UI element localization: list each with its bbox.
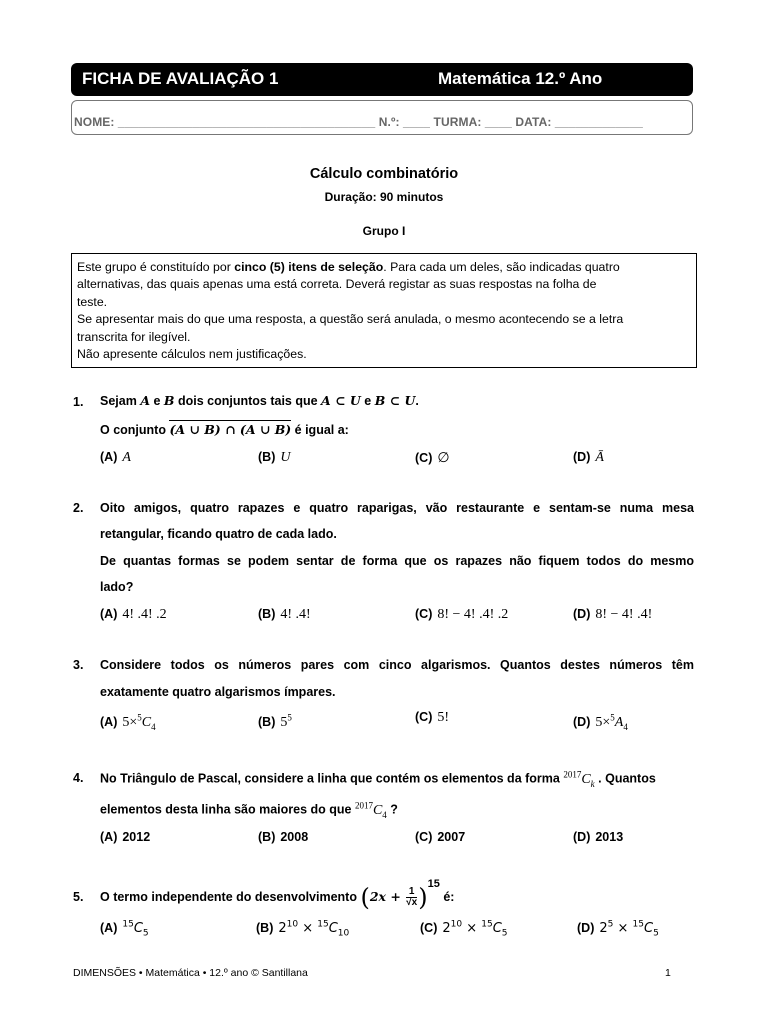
instructions-text: Este grupo é constituído por xyxy=(77,260,235,274)
option-c[interactable] xyxy=(415,830,465,844)
subject-title: Matemática 12.º Ano xyxy=(438,69,603,88)
option-c[interactable] xyxy=(415,710,449,726)
math-expression: A ⊂ U xyxy=(321,393,361,408)
option-value: Ā xyxy=(595,450,604,465)
subscript: 5 xyxy=(653,928,659,939)
subscript: 5 xyxy=(142,928,149,939)
math-operator: × xyxy=(462,921,482,937)
math-operator: × xyxy=(613,921,633,937)
text-span: e xyxy=(360,394,375,408)
question-text: retangular, ficando quatro de cada lado. xyxy=(100,527,337,541)
text-span: ? xyxy=(386,802,398,817)
option-value xyxy=(599,920,659,939)
option-value xyxy=(122,712,156,732)
option-a[interactable] xyxy=(100,712,156,731)
page-number: 1 xyxy=(665,967,671,979)
option-d[interactable] xyxy=(573,830,623,844)
option-value: 4! .4! xyxy=(280,607,311,622)
math-expression: (A ∪ B) xyxy=(239,422,292,437)
option-value: 2013 xyxy=(595,830,624,844)
option-b[interactable] xyxy=(258,607,311,623)
paren-close: ) xyxy=(418,883,428,912)
option-b[interactable] xyxy=(258,450,290,466)
option-value xyxy=(122,920,149,939)
math-text: 5× xyxy=(595,714,611,730)
option-a[interactable] xyxy=(100,607,167,623)
student-info-box xyxy=(71,100,693,135)
binomial-expression xyxy=(354,800,387,820)
group-heading: Grupo I xyxy=(362,224,406,238)
superscript: 10 xyxy=(450,920,463,930)
instructions-line: Não apresente cálculos nem justificações. xyxy=(77,347,307,362)
option-d[interactable] xyxy=(573,712,628,731)
math-text: 2 xyxy=(599,921,608,937)
math-symbol: C xyxy=(328,921,338,937)
header-bar xyxy=(71,63,693,96)
binomial-expression xyxy=(563,769,595,789)
text-span: é igual a: xyxy=(291,423,349,437)
option-value: 5! xyxy=(437,710,450,725)
text-span: O conjunto xyxy=(100,423,170,437)
subscript: 4 xyxy=(623,721,628,732)
question-text xyxy=(100,422,349,437)
option-label: (A) xyxy=(100,714,118,729)
option-d[interactable] xyxy=(573,450,604,466)
option-b[interactable] xyxy=(256,920,349,939)
option-label: (C) xyxy=(415,830,433,844)
math-symbol: A xyxy=(140,393,151,408)
option-value: 2007 xyxy=(437,830,466,844)
subscript: 4 xyxy=(382,809,387,820)
question-text xyxy=(100,800,398,819)
option-label: (B) xyxy=(258,450,276,464)
superscript: 2017 xyxy=(563,769,582,779)
math-symbol: B xyxy=(163,393,175,408)
question-number: 3. xyxy=(73,658,84,672)
instructions-bold: cinco (5) itens de seleção xyxy=(234,260,384,274)
option-value: 8! − 4! .4! .2 xyxy=(437,607,509,622)
option-label: (B) xyxy=(256,921,274,936)
math-operator: × xyxy=(298,921,318,937)
page-title: Cálculo combinatório xyxy=(309,166,459,182)
option-label: (C) xyxy=(420,921,438,936)
question-text: De quantas formas se podem sentar de forma que os rapazes não fiquem todos do mesmo xyxy=(100,554,694,568)
text-span: dois conjuntos tais que xyxy=(174,394,322,408)
superscript: 10 xyxy=(286,920,299,930)
math-expression: (A ∪ B) xyxy=(169,422,221,437)
option-label: (A) xyxy=(100,607,118,621)
set-expression xyxy=(169,420,291,437)
option-label: (D) xyxy=(577,921,595,936)
option-label: (C) xyxy=(415,710,433,724)
option-b[interactable] xyxy=(258,830,308,844)
subscript: 5 xyxy=(501,928,508,939)
math-text: 2 xyxy=(278,921,287,937)
text-span: . xyxy=(415,394,419,408)
duration: Duração: 90 minutos xyxy=(324,190,444,204)
instructions-line: transcrita for ilegível. xyxy=(77,329,191,344)
text-span: No Triângulo de Pascal, considere a linha que contém os elementos da forma xyxy=(100,771,564,786)
text-span: elementos desta linha são maiores do que xyxy=(100,802,355,817)
option-label: (C) xyxy=(415,607,433,621)
paren-open: ( xyxy=(360,883,370,912)
superscript: 5 xyxy=(610,712,615,722)
fraction xyxy=(406,887,417,908)
option-label: (C) xyxy=(415,451,433,465)
option-b[interactable] xyxy=(258,712,292,731)
option-value xyxy=(595,712,628,732)
instructions-line: teste. xyxy=(77,294,108,309)
superscript: 2017 xyxy=(354,800,373,810)
math-text: 2 xyxy=(442,921,451,937)
instructions-text: . Para cada um deles, são indicadas quatro xyxy=(383,260,620,274)
option-label: (D) xyxy=(573,450,591,464)
question-number: 4. xyxy=(73,771,84,785)
instructions-line: alternativas, das quais apenas uma está correta. Deverá registar as suas respostas na folha de xyxy=(77,277,597,292)
option-a[interactable] xyxy=(100,920,149,939)
option-label: (D) xyxy=(573,607,591,621)
option-label: (B) xyxy=(258,714,276,729)
math-symbol: A xyxy=(614,714,624,730)
option-value: U xyxy=(280,450,291,465)
option-value: A xyxy=(122,450,131,465)
option-value xyxy=(278,920,350,939)
subscript: 10 xyxy=(337,928,350,939)
option-label: (B) xyxy=(258,830,276,844)
option-label: (D) xyxy=(573,830,591,844)
option-a[interactable] xyxy=(100,830,150,844)
option-d[interactable] xyxy=(573,607,652,623)
option-value xyxy=(442,920,508,939)
question-number: 1. xyxy=(73,395,84,409)
option-c[interactable] xyxy=(420,920,508,939)
option-label: (A) xyxy=(100,450,118,464)
option-c[interactable] xyxy=(415,450,450,467)
math-text: 5× xyxy=(122,714,138,730)
math-symbol: C xyxy=(644,921,654,937)
instructions-line: Se apresentar mais do que uma resposta, a questão será anulada, o mesmo acontecendo se a letra xyxy=(77,312,624,327)
student-info-line: NOME: ______________________________________ N.º: ____ TURMA: ____ DATA: _____________ xyxy=(74,115,643,129)
option-label: (A) xyxy=(100,830,118,844)
fraction-numerator: 1 xyxy=(406,887,417,898)
math-symbol: C xyxy=(133,921,143,937)
superscript: 15 xyxy=(122,920,134,930)
math-expression: B ⊂ U xyxy=(374,393,416,408)
option-label: (A) xyxy=(100,921,118,936)
question-text xyxy=(100,878,454,912)
option-value: 8! − 4! .4! xyxy=(595,607,653,622)
question-text: Oito amigos, quatro rapazes e quatro raparigas, vão restaurante e sentam-se numa mesa xyxy=(100,501,694,515)
text-span: Sejam xyxy=(100,394,141,408)
subscript: k xyxy=(590,778,595,789)
instructions-box xyxy=(71,253,697,368)
footer-credit: DIMENSÕES • Matemática • 12.º ano © Santillana xyxy=(73,967,308,979)
question-text: exatamente quatro algarismos ímpares. xyxy=(100,685,336,699)
math-operator: ∩ xyxy=(220,422,240,437)
option-label: (D) xyxy=(573,714,591,729)
math-symbol: C xyxy=(581,771,591,787)
question-text: lado? xyxy=(100,580,134,594)
text-span: é: xyxy=(439,890,455,904)
question-text xyxy=(100,769,656,788)
option-c[interactable] xyxy=(415,607,508,623)
superscript: 15 xyxy=(632,920,644,930)
superscript: 15 xyxy=(317,920,329,930)
math-expression: 2x + xyxy=(369,889,406,904)
superscript: 5 xyxy=(137,712,142,722)
option-value: 4! .4! .2 xyxy=(122,607,167,622)
option-value: 2008 xyxy=(280,830,309,844)
option-label: (B) xyxy=(258,607,276,621)
text-span: . Quantos xyxy=(594,771,656,786)
math-text: 5 xyxy=(280,714,288,730)
subscript: 4 xyxy=(151,721,156,732)
question-number: 5. xyxy=(73,890,84,904)
text-span: e xyxy=(150,394,164,408)
superscript: 5 xyxy=(287,712,292,722)
question-text: Considere todos os números pares com cinco algarismos. Quantos destes números têm xyxy=(100,658,694,672)
exponent: 15 xyxy=(427,878,440,890)
math-symbol: C xyxy=(372,802,383,818)
question-number: 2. xyxy=(73,501,84,515)
math-symbol: C xyxy=(492,921,502,937)
question-text xyxy=(100,393,419,408)
instructions-line xyxy=(77,259,691,276)
option-a[interactable] xyxy=(100,450,131,466)
superscript: 5 xyxy=(607,920,614,930)
option-value xyxy=(280,712,292,730)
option-value: ∅ xyxy=(437,451,450,466)
sheet-title: FICHA DE AVALIAÇÃO 1 xyxy=(82,69,279,88)
fraction-denominator: √x xyxy=(406,897,418,909)
superscript: 15 xyxy=(481,920,493,930)
math-symbol: C xyxy=(141,714,152,730)
option-d[interactable] xyxy=(577,920,659,939)
option-value: 2012 xyxy=(122,830,151,844)
text-span: O termo independente do desenvolvimento xyxy=(100,890,361,904)
